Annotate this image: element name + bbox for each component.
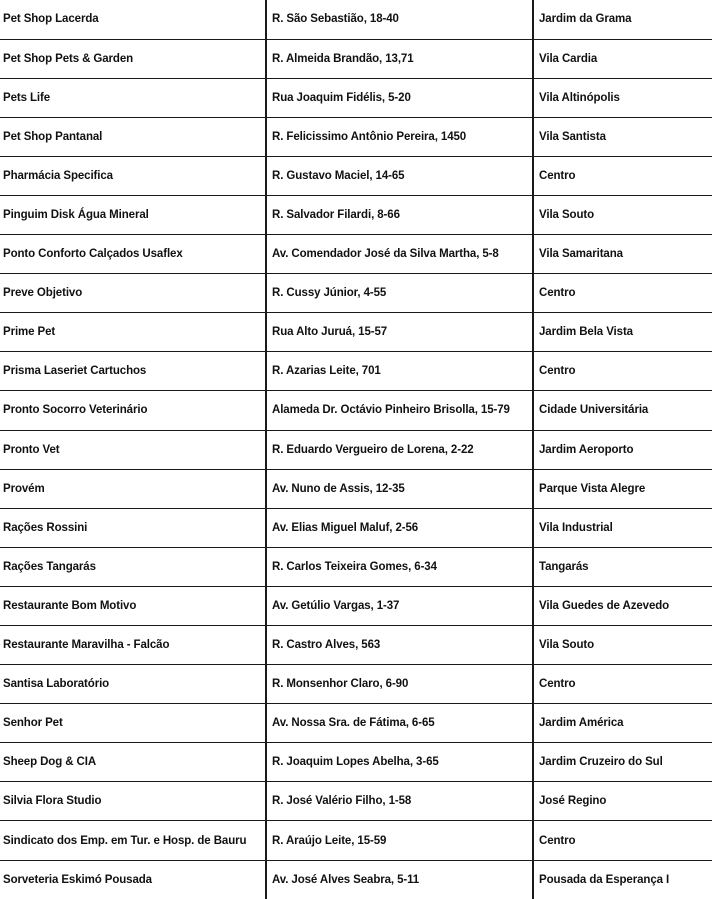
- business-district: Vila Souto: [533, 626, 712, 665]
- business-district: Cidade Universitária: [533, 391, 712, 430]
- business-district: Centro: [533, 156, 712, 195]
- table-row: [0, 195, 712, 234]
- business-address: R. Cussy Júnior, 4-55: [266, 274, 533, 313]
- business-name: Rações Tangarás: [0, 547, 266, 586]
- business-district: Tangarás: [533, 547, 712, 586]
- business-name: Pronto Socorro Veterinário: [0, 391, 266, 430]
- business-name: Pharmácia Specifica: [0, 156, 266, 195]
- table-row: [0, 508, 712, 547]
- business-name: Pet Shop Lacerda: [0, 0, 266, 39]
- table-row: [0, 626, 712, 665]
- business-name: Santisa Laboratório: [0, 665, 266, 704]
- business-address: R. Carlos Teixeira Gomes, 6-34: [266, 547, 533, 586]
- business-name: Prime Pet: [0, 313, 266, 352]
- business-address: R. Gustavo Maciel, 14-65: [266, 156, 533, 195]
- business-district: José Regino: [533, 782, 712, 821]
- business-address: R. São Sebastião, 18-40: [266, 0, 533, 39]
- business-name: Preve Objetivo: [0, 274, 266, 313]
- table-row: [0, 704, 712, 743]
- table-row: [0, 313, 712, 352]
- business-district: Vila Altinópolis: [533, 78, 712, 117]
- table-row: [0, 156, 712, 195]
- business-district: Jardim Cruzeiro do Sul: [533, 743, 712, 782]
- business-name: Restaurante Bom Motivo: [0, 586, 266, 625]
- business-address: R. Eduardo Vergueiro de Lorena, 2-22: [266, 430, 533, 469]
- business-district: Centro: [533, 665, 712, 704]
- business-address: Av. Nossa Sra. de Fátima, 6-65: [266, 704, 533, 743]
- table-row: [0, 665, 712, 704]
- business-district: Jardim América: [533, 704, 712, 743]
- business-district: Vila Santista: [533, 117, 712, 156]
- table-row: [0, 78, 712, 117]
- business-name: Provém: [0, 469, 266, 508]
- business-name: Sheep Dog & CIA: [0, 743, 266, 782]
- business-name: Pinguim Disk Água Mineral: [0, 195, 266, 234]
- business-name: Pet Shop Pets & Garden: [0, 39, 266, 78]
- business-district: Parque Vista Alegre: [533, 469, 712, 508]
- business-district: Vila Industrial: [533, 508, 712, 547]
- table-row: [0, 547, 712, 586]
- business-name: Pet Shop Pantanal: [0, 117, 266, 156]
- business-address: R. Salvador Filardi, 8-66: [266, 195, 533, 234]
- table-row: [0, 743, 712, 782]
- business-district: Vila Samaritana: [533, 235, 712, 274]
- business-address: R. José Valério Filho, 1-58: [266, 782, 533, 821]
- business-district: Vila Cardia: [533, 39, 712, 78]
- business-name: Rações Rossini: [0, 508, 266, 547]
- business-district: Jardim da Grama: [533, 0, 712, 39]
- table-row: [0, 469, 712, 508]
- table-row: [0, 235, 712, 274]
- business-name: Sindicato dos Emp. em Tur. e Hosp. de Bauru: [0, 821, 266, 860]
- table-row: [0, 586, 712, 625]
- business-address: Av. Elias Miguel Maluf, 2-56: [266, 508, 533, 547]
- business-district: Vila Souto: [533, 195, 712, 234]
- business-address: R. Monsenhor Claro, 6-90: [266, 665, 533, 704]
- business-address: Av. Getúlio Vargas, 1-37: [266, 586, 533, 625]
- business-name: Senhor Pet: [0, 704, 266, 743]
- business-name: Prisma Laseriet Cartuchos: [0, 352, 266, 391]
- business-name: Pets Life: [0, 78, 266, 117]
- table-row: [0, 391, 712, 430]
- business-address: R. Araújo Leite, 15-59: [266, 821, 533, 860]
- business-district: Centro: [533, 274, 712, 313]
- business-address: R. Azarias Leite, 701: [266, 352, 533, 391]
- business-name: Silvia Flora Studio: [0, 782, 266, 821]
- business-address: R. Almeida Brandão, 13,71: [266, 39, 533, 78]
- table-row: [0, 782, 712, 821]
- business-name: Restaurante Maravilha - Falcão: [0, 626, 266, 665]
- table-row: [0, 430, 712, 469]
- table-row: [0, 274, 712, 313]
- table-row: [0, 0, 712, 39]
- business-district: Jardim Aeroporto: [533, 430, 712, 469]
- table-row: [0, 821, 712, 860]
- business-address: R. Joaquim Lopes Abelha, 3-65: [266, 743, 533, 782]
- business-address: Av. Comendador José da Silva Martha, 5-8: [266, 235, 533, 274]
- table-row: [0, 860, 712, 899]
- business-name: Sorveteria Eskimó Pousada: [3, 873, 152, 886]
- business-name: Ponto Conforto Calçados Usaflex: [0, 235, 266, 274]
- business-district: Centro: [533, 352, 712, 391]
- business-district: Centro: [533, 821, 712, 860]
- business-address: R. Felicissimo Antônio Pereira, 1450: [266, 117, 533, 156]
- business-district: Jardim Bela Vista: [533, 313, 712, 352]
- business-address: Rua Alto Juruá, 15-57: [266, 313, 533, 352]
- table-row: [0, 117, 712, 156]
- business-district: Vila Guedes de Azevedo: [533, 586, 712, 625]
- table-row: [0, 352, 712, 391]
- business-district: Pousada da Esperança I: [533, 860, 712, 899]
- table-row: [0, 39, 712, 78]
- business-address: R. Castro Alves, 563: [266, 626, 533, 665]
- business-address: Av. José Alves Seabra, 5-11: [266, 860, 533, 899]
- business-name: Pronto Vet: [0, 430, 266, 469]
- business-address: Alameda Dr. Octávio Pinheiro Brisolla, 15-79: [266, 391, 533, 430]
- business-address: Av. Nuno de Assis, 12-35: [266, 469, 533, 508]
- business-address: Rua Joaquim Fidélis, 5-20: [266, 78, 533, 117]
